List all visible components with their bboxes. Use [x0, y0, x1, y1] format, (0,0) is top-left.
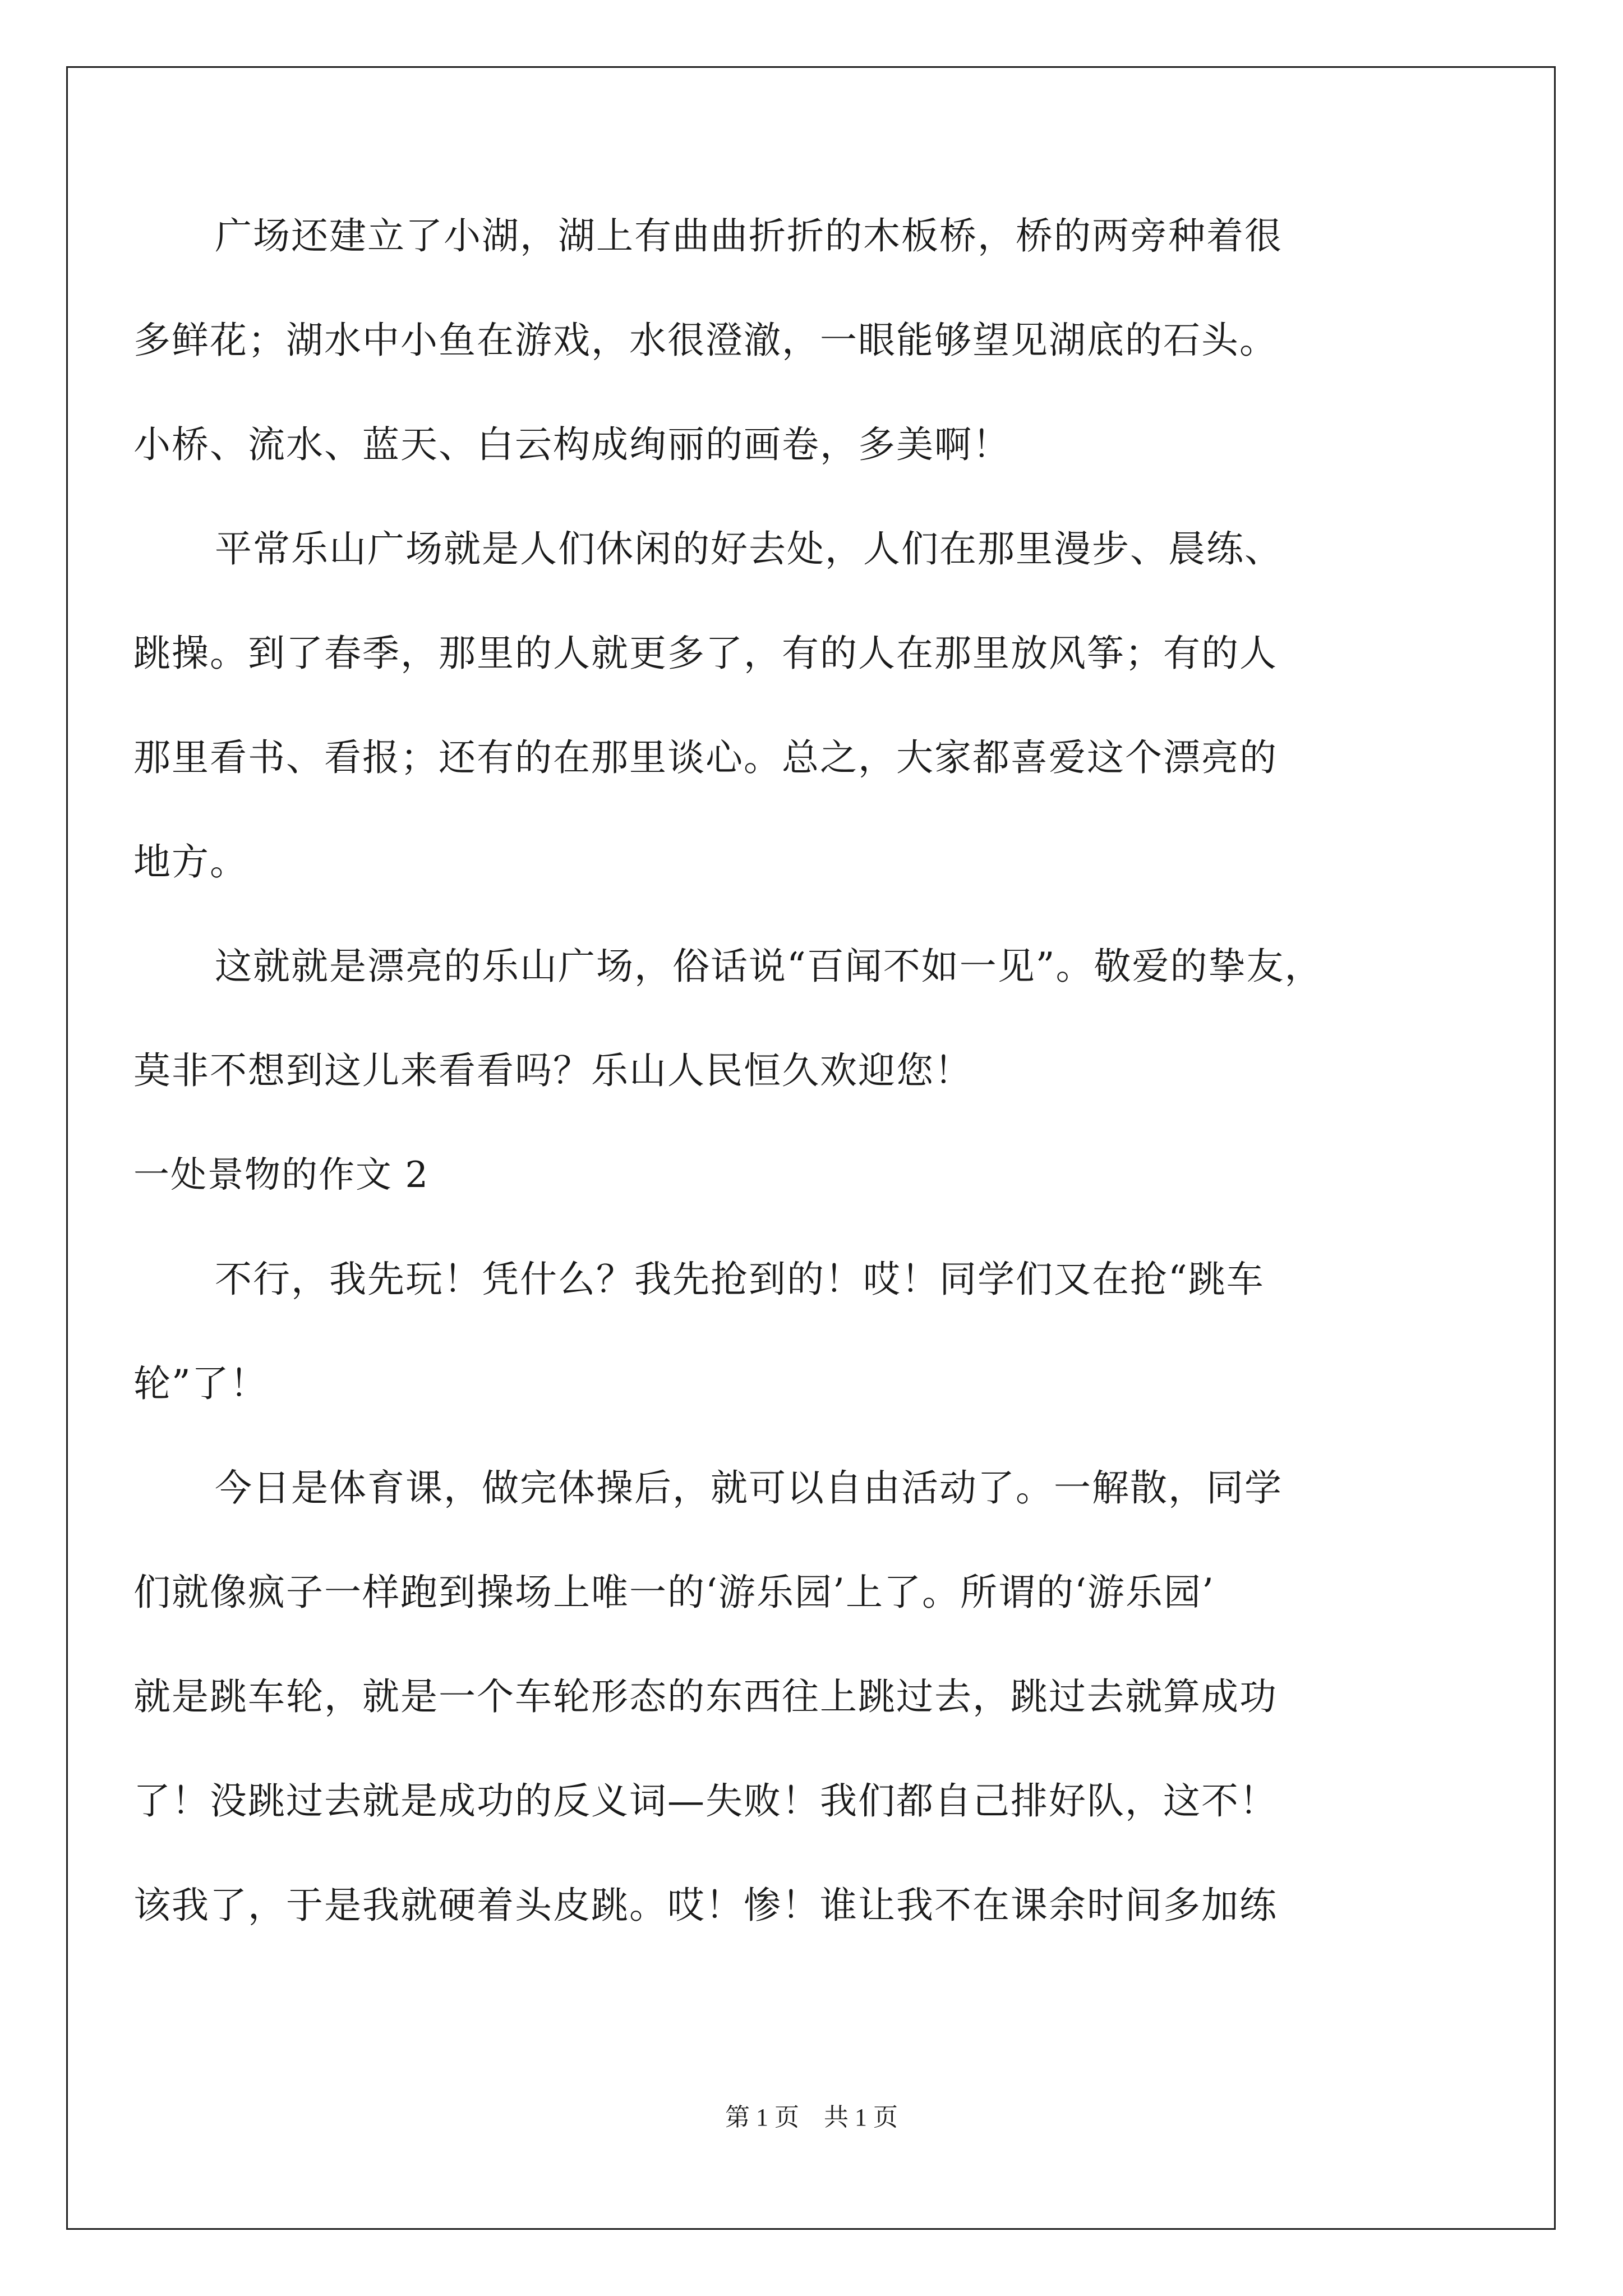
paragraph-1-line-1: 广场还建立了小湖，湖上有曲曲折折的木板桥，桥的两旁种着很	[215, 214, 1283, 257]
paragraph-4-line-2: 轮”了！	[133, 1362, 268, 1405]
paragraph-2-line-2: 跳操。到了春季，那里的人就更多了，有的人在那里放风筝；有的人	[133, 632, 1278, 675]
section-heading: 一处景物的作文 2	[133, 1154, 430, 1196]
paragraph-5-line-4: 了！没跳过去就是成功的反义词—失败！我们都自己排好队，这不！	[133, 1779, 1278, 1823]
paragraph-5-line-5: 该我了，于是我就硬着头皮跳。哎！惨！谁让我不在课余时间多加练	[133, 1884, 1278, 1927]
paragraph-5-line-1: 今日是体育课，做完体操后，就可以自由活动了。一解散，同学	[215, 1466, 1283, 1510]
paragraph-1-line-2: 多鲜花；湖水中小鱼在游戏，水很澄澈，一眼能够望见湖底的石头。	[133, 319, 1278, 362]
paragraph-2-line-3: 那里看书、看报；还有的在那里谈心。总之，大家都喜爱这个漂亮的	[133, 736, 1278, 779]
paragraph-4-line-1: 不行，我先玩！凭什么？我先抢到的！哎！同学们又在抢“跳车	[215, 1258, 1265, 1301]
paragraph-2-line-1: 平常乐山广场就是人们休闲的好去处，人们在那里漫步、晨练、	[215, 527, 1283, 570]
paragraph-3-line-2: 莫非不想到这儿来看看吗？乐山人民恒久欢迎您！	[133, 1049, 972, 1092]
page-number-footer: 第 1 页 共 1 页	[725, 2104, 898, 2131]
paragraph-2-line-4: 地方。	[133, 840, 248, 884]
paragraph-1-line-3: 小桥、流水、蓝天、白云构成绚丽的画卷，多美啊！	[133, 423, 1011, 466]
paragraph-5-line-2: 们就像疯子一样跑到操场上唯一的‘游乐园’上了。所谓的‘游乐园’	[133, 1571, 1215, 1614]
paragraph-5-line-3: 就是跳车轮，就是一个车轮形态的东西往上跳过去，跳过去就算成功	[133, 1675, 1278, 1718]
paragraph-3-line-1: 这就就是漂亮的乐山广场，俗话说“百闻不如一见”。敬爱的挚友，	[215, 945, 1323, 988]
